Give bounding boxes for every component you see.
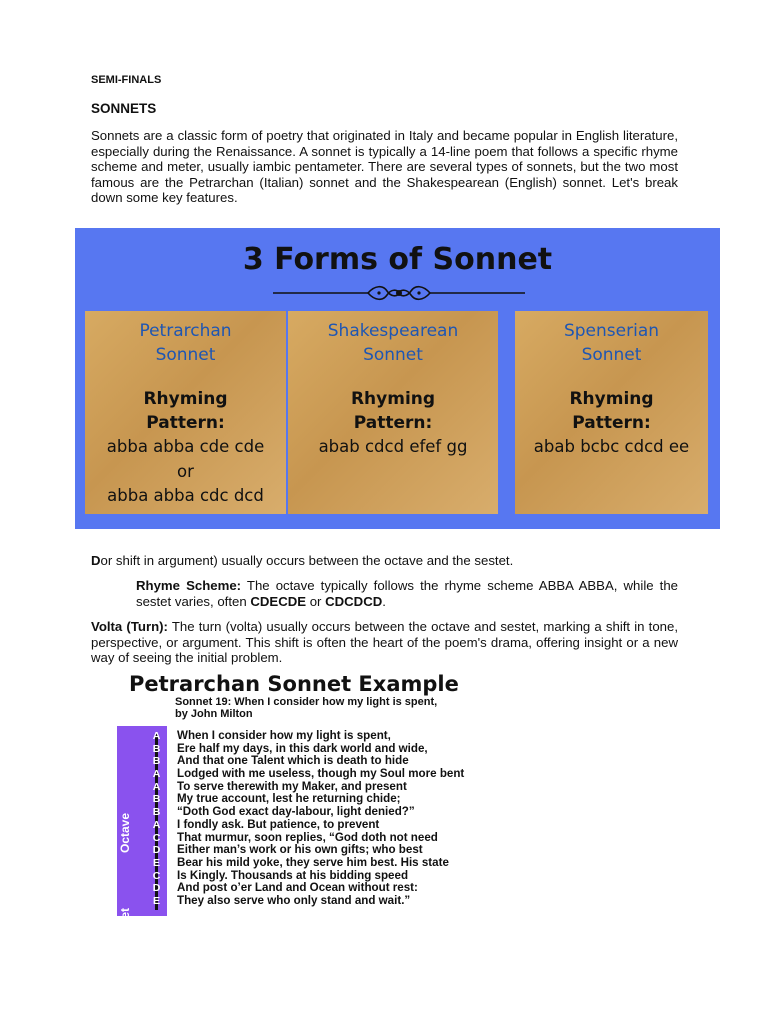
rhyme-letter: C [152,831,161,844]
card-pattern-value: abba abba cde cde [106,437,265,456]
poem-line: Lodged with me useless, though my Soul more bent [177,767,465,781]
card-pattern-or: or [177,461,194,481]
intro-paragraph: Sonnets are a classic form of poetry that originated in Italy and became popular in English literature, especially during the Renaissance. A sonnet is typically a 14-line poem that follows a specific rhyme scheme and meter, usually iambic pentameter. There are several types of sonnets, but the two most famous are the Petrarchan (Italian) sonnet and the Shakespearean (English) sonnet. Let's break down some key features. [91,128,678,205]
rhyme-letter: E [152,856,160,869]
rhyme-end: . [382,593,386,609]
example-title: Petrarchan Sonnet Example [129,672,459,696]
card-rhyming-label: Rhyming [569,389,654,409]
card-pattern-label: Pattern: [146,413,225,433]
rhyme-scheme-paragraph [136,578,678,609]
card-rhyming-label: Rhyming [350,389,436,409]
poem-line: To serve therewith my Maker, and present [177,779,407,793]
card-title-line-2: Sonnet [363,345,423,365]
rhyme-letter: A [152,780,161,793]
poem-line: Ere half my days, in this dark world and wide, [177,741,428,755]
rhyme-letter: A [152,768,161,781]
rhyme-scheme-label: Rhyme Scheme: [136,578,242,593]
rhyme-or: or [306,593,326,609]
sestet-label: Sestet [118,907,132,945]
card-pattern-label: Pattern: [353,413,433,433]
note-text: or shift in argument) usually occurs between the octave and the sestet. [100,553,514,568]
rhyme-letters [148,730,165,908]
poem-lines [177,730,464,908]
petrarchan-example-figure [117,670,580,945]
card-pattern-value: abab bcbc cdcd ee [533,437,690,456]
rhyme-letter: D [152,844,161,857]
form-card-petrarchan [85,311,286,514]
card-title-line-1: Spenserian [563,321,660,341]
rhyme-letter: B [152,755,161,768]
poem-line: Either man’s work or his own gifts; who best [177,843,423,857]
volta-paragraph [91,619,678,666]
rhyme-letter: B [152,793,161,806]
form-card-shakespearean [288,311,498,514]
card-pattern-value-alt: abba abba cdc dcd [107,486,264,505]
flourish-divider-icon [273,282,525,304]
rhyme-letter: A [152,818,161,831]
poem-line: And post o’er Land and Ocean without rest: [177,881,418,895]
sonnet-forms-banner [75,228,720,529]
example-poem-title: Sonnet 19: When I consider how my light is spent, [175,696,438,708]
banner-title: 3 Forms of Sonnet [242,242,553,277]
poem-line: They also serve who only stand and wait.” [177,893,411,907]
card-title-line-1: Petrarchan [139,321,232,341]
card-pattern-value: abab cdcd efef gg [318,437,468,456]
volta-text: The turn (volta) usually occurs between the octave and sestet, marking a shift in tone, perspective, or argument. This shift is often the heart of the poem's drama, offering insight or a new way of seeing the initial problem. [91,619,678,665]
card-title-line-2: Sonnet [155,345,216,365]
poem-line: That murmur, soon replies, “God doth not need [177,830,438,844]
rhyme-letter: C [152,869,161,882]
rhyme-scheme-text: The octave typically follows the rhyme scheme ABBA ABBA, while the sestet varies, often [136,578,679,609]
octave-label: Octave [118,812,132,853]
rhyme-variant-2: CDCDCD [325,593,383,609]
rhyme-letter: D [152,882,161,895]
poem-line: When I consider how my light is spent, [177,729,391,742]
rhyme-variant-1: CDECDE [250,593,307,609]
poem-line: I fondly ask. But patience, to prevent [177,817,380,831]
rhyme-letter: A [152,730,161,742]
section-label: SEMI-FINALS [91,74,162,86]
page-title: SONNETS [91,101,157,116]
volta-label: Volta (Turn): [91,619,168,634]
poem-line: Is Kingly. Thousands at his bidding speed [177,868,409,882]
poem-line: My true account, lest he returning chide; [177,792,401,806]
form-card-spenserian [515,311,708,514]
note-bold-letter: D [91,553,101,568]
card-pattern-label: Pattern: [572,413,651,433]
octave-sestet-note [91,553,513,568]
card-title-line-1: Shakespearean [327,321,459,341]
card-rhyming-label: Rhyming [143,389,228,409]
rhyme-letter: E [152,894,160,907]
poem-line: “Doth God exact day-labour, light denied?” [177,805,415,819]
rhyme-letter: B [152,742,161,755]
poem-line: And that one Talent which is death to hide [177,754,409,768]
rhyme-letter: B [152,806,161,819]
card-title-line-2: Sonnet [581,345,642,365]
example-poem-author: by John Milton [175,708,253,720]
poem-line: Bear his mild yoke, they serve him best. His state [177,855,449,869]
